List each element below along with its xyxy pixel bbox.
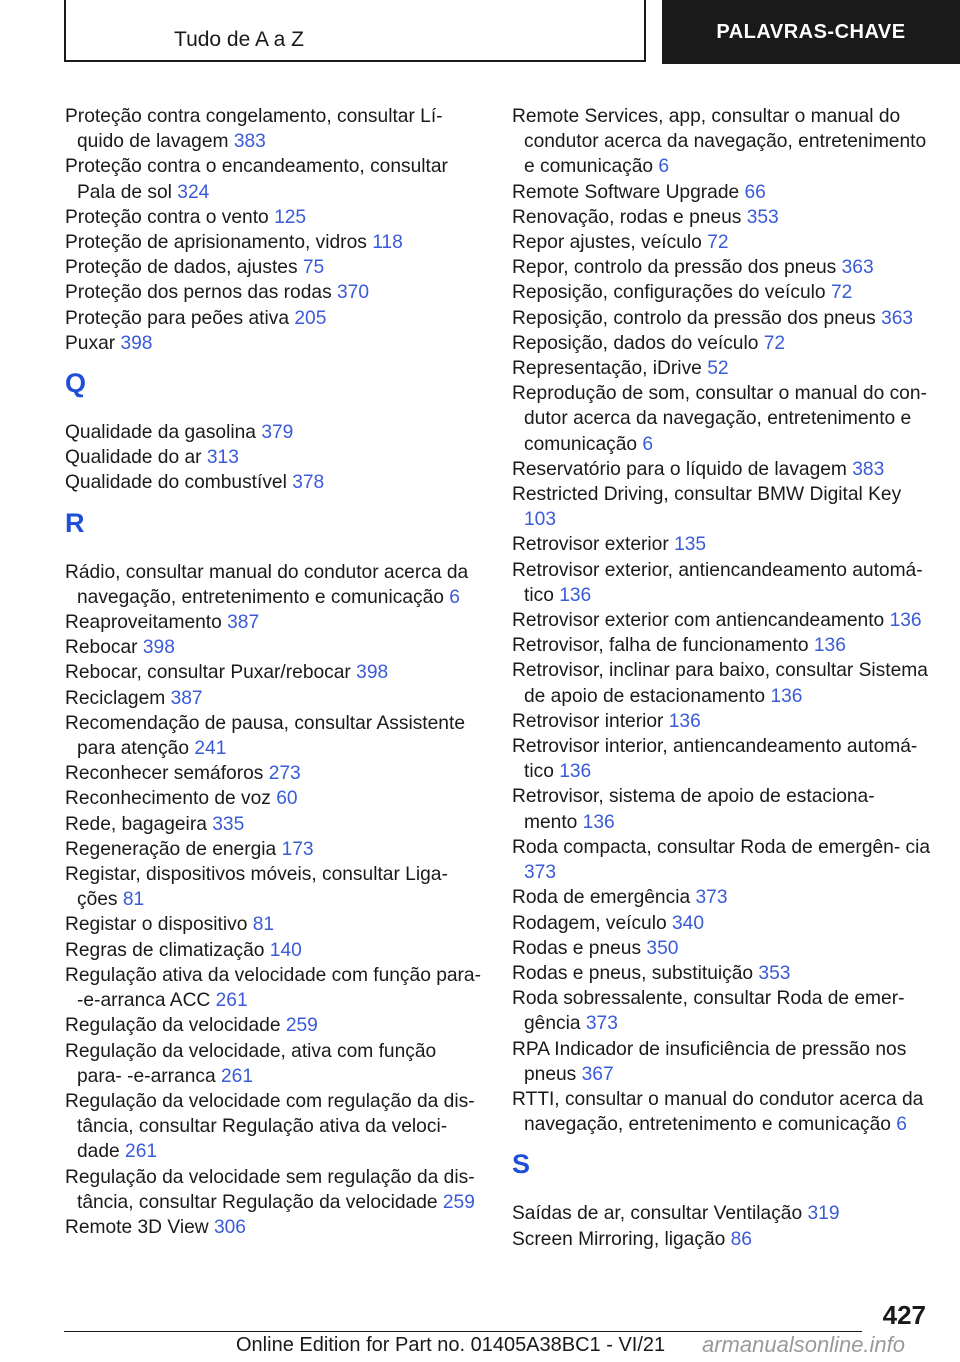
index-page-link[interactable]: 173 xyxy=(281,838,314,860)
index-page-link[interactable]: 319 xyxy=(807,1203,840,1225)
index-entry xyxy=(512,482,932,532)
index-letter-heading: S xyxy=(512,1149,531,1180)
index-entry xyxy=(65,761,485,786)
index-entry-text: Roda sobressalente, consultar Roda de emer- gência xyxy=(512,988,905,1035)
index-entry xyxy=(65,230,485,255)
index-page-link[interactable]: 81 xyxy=(252,914,275,936)
index-entry-text: Rodas e pneus xyxy=(512,937,642,959)
index-entry-text: Retrovisor interior xyxy=(512,710,664,732)
index-entry xyxy=(65,1215,485,1240)
index-column-right xyxy=(512,104,932,1252)
header-section-title: Tudo de A a Z xyxy=(174,28,304,51)
index-entry-text: Proteção de dados, ajustes xyxy=(65,257,298,279)
index-page-link[interactable]: 75 xyxy=(302,257,325,279)
index-entry xyxy=(65,812,485,837)
index-page-link[interactable]: 383 xyxy=(852,458,885,480)
index-page-link[interactable]: 60 xyxy=(276,788,298,810)
index-entry-text: Qualidade do combustível xyxy=(65,472,287,494)
index-entry xyxy=(512,1227,932,1252)
index-entry xyxy=(65,912,485,937)
index-entry xyxy=(512,885,932,910)
index-page-link[interactable]: 259 xyxy=(442,1191,475,1213)
header-section-box xyxy=(64,0,646,62)
index-entry-text: Proteção para peões ativa xyxy=(65,307,290,329)
index-entry-text: Saídas de ar, consultar Ventilação xyxy=(512,1203,803,1225)
index-entry-text: Repor ajustes, veículo xyxy=(512,232,702,254)
index-entry-text: Reconhecimento de voz xyxy=(65,788,271,810)
index-entry xyxy=(65,470,485,495)
index-entry xyxy=(512,306,932,331)
index-page-link[interactable]: 140 xyxy=(269,939,302,961)
index-page-link[interactable]: 350 xyxy=(646,937,679,959)
index-page-link[interactable]: 363 xyxy=(841,257,874,279)
index-page-link[interactable]: 52 xyxy=(707,358,729,380)
index-entry-text: Renovação, rodas e pneus xyxy=(512,206,742,228)
index-entry-text: Retrovisor exterior xyxy=(512,534,669,556)
index-entry-text: Remote Software Upgrade xyxy=(512,181,740,203)
index-entry xyxy=(512,457,932,482)
index-entry-text: Proteção contra o vento xyxy=(65,206,269,228)
index-page-link[interactable]: 81 xyxy=(122,889,145,911)
index-entry xyxy=(512,986,932,1036)
index-entry xyxy=(512,356,932,381)
index-entry xyxy=(65,837,485,862)
index-entry xyxy=(512,381,932,457)
index-entry xyxy=(512,608,932,633)
index-entry-text: Regulação da velocidade, ativa com função para- -e-arranca xyxy=(65,1040,437,1087)
index-page-link[interactable]: 306 xyxy=(213,1216,246,1238)
index-entry-text: Rebocar, consultar Puxar/rebocar xyxy=(65,662,351,684)
index-page-link[interactable]: 136 xyxy=(813,635,846,657)
index-page-link[interactable]: 136 xyxy=(582,811,615,833)
index-entry-text: Reposição, configurações do veículo xyxy=(512,282,826,304)
index-entry-text: Regulação da velocidade sem regulação da dis- tância, consultar Regulação da velocidade xyxy=(65,1166,475,1213)
index-letter-heading: R xyxy=(65,507,85,538)
index-entry xyxy=(512,280,932,305)
index-page-link[interactable]: 373 xyxy=(524,862,557,884)
header-chapter-tab: PALAVRAS-CHAVE xyxy=(662,0,960,64)
index-entry xyxy=(512,331,932,356)
index-page-link[interactable]: 398 xyxy=(356,662,389,684)
page-header xyxy=(64,0,960,66)
index-entry xyxy=(512,230,932,255)
index-entry xyxy=(65,445,485,470)
index-entry xyxy=(65,660,485,685)
index-entry xyxy=(512,1037,932,1087)
index-page-link[interactable]: 86 xyxy=(730,1228,752,1250)
index-entry-text: Rebocar xyxy=(65,637,138,659)
index-entry xyxy=(65,862,485,912)
index-entry xyxy=(65,1165,485,1215)
index-entry xyxy=(512,961,932,986)
index-entry-text: Registar, dispositivos móveis, consultar Liga- ções xyxy=(65,864,448,911)
index-page-link[interactable]: 66 xyxy=(744,181,766,203)
index-entry xyxy=(65,686,485,711)
index-entry xyxy=(65,711,485,761)
index-entry xyxy=(65,1089,485,1165)
index-page-link[interactable]: 261 xyxy=(125,1141,158,1163)
index-entry xyxy=(65,154,485,204)
index-entry-text: Puxar xyxy=(65,332,116,354)
index-entry-text: Rádio, consultar manual do condutor acerca da navegação, entretenimento e comunicação xyxy=(65,561,469,608)
index-entry xyxy=(65,938,485,963)
index-entry xyxy=(512,936,932,961)
index-entry-text: Regulação da velocidade xyxy=(65,1015,281,1037)
index-entry xyxy=(512,1201,932,1226)
index-entry xyxy=(65,205,485,230)
index-entry-text: Rodas e pneus, substituição xyxy=(512,962,754,984)
index-page-link[interactable]: 259 xyxy=(285,1015,318,1037)
index-entry-text: Proteção contra o encandeamento, consultar Pala de sol xyxy=(65,156,448,203)
index-entry xyxy=(512,1087,932,1137)
index-page-link[interactable]: 125 xyxy=(274,206,307,228)
index-entry-text: Reconhecer semáforos xyxy=(65,763,264,785)
index-entry xyxy=(65,963,485,1013)
index-page-link[interactable]: 387 xyxy=(227,612,260,634)
index-entry-text: Reposição, dados do veículo xyxy=(512,332,759,354)
index-entry xyxy=(65,786,485,811)
index-entry-text: RTTI, consultar o manual do condutor acerca da navegação, entretenimento e comunicação xyxy=(512,1088,924,1136)
index-page-link[interactable]: 72 xyxy=(830,282,853,304)
index-page-link[interactable]: 136 xyxy=(770,685,803,707)
index-entry xyxy=(65,420,485,445)
index-page-link[interactable]: 379 xyxy=(261,422,294,444)
index-page-link[interactable]: 136 xyxy=(889,610,922,632)
page-number: 427 xyxy=(882,1300,926,1330)
index-entry xyxy=(65,331,485,356)
index-entry-text: Remote 3D View xyxy=(65,1216,209,1238)
index-entry-text: Regulação da velocidade com regulação da dis- tância, consultar Regulação ativa da veloci- dade xyxy=(65,1090,475,1163)
index-entry-text: Retrovisor exterior com antiencandeamento xyxy=(512,610,885,632)
index-page-link[interactable]: 6 xyxy=(658,156,670,178)
index-page-link[interactable]: 6 xyxy=(896,1114,907,1136)
index-entry xyxy=(65,280,485,305)
index-page-link[interactable]: 118 xyxy=(372,232,403,254)
index-page-link[interactable]: 370 xyxy=(337,282,370,304)
index-entry-text: Regras de climatização xyxy=(65,939,265,961)
index-entry xyxy=(65,104,485,154)
index-page-link[interactable]: 324 xyxy=(177,181,210,203)
index-page-link[interactable]: 241 xyxy=(194,738,227,760)
index-entry-text: Retrovisor exterior, antiencandeamento automá- tico xyxy=(512,559,923,606)
index-page-link[interactable]: 261 xyxy=(215,990,248,1012)
index-entry-text: Retrovisor interior, antiencandeamento automá- tico xyxy=(512,736,918,783)
index-page-link[interactable]: 135 xyxy=(674,534,707,556)
index-page-link[interactable]: 136 xyxy=(668,710,701,732)
index-entry-text: Recomendação de pausa, consultar Assistente para atenção xyxy=(65,712,465,760)
index-page-link[interactable]: 72 xyxy=(707,232,729,254)
index-entry xyxy=(512,784,932,834)
index-column-left xyxy=(65,104,485,1240)
index-page-link[interactable]: 136 xyxy=(559,761,592,783)
index-entry xyxy=(512,255,932,280)
index-entry xyxy=(512,911,932,936)
index-entry-text: Rede, bagageira xyxy=(65,813,207,835)
index-page-link[interactable]: 387 xyxy=(170,687,203,709)
index-entry xyxy=(512,835,932,885)
index-page-link[interactable]: 378 xyxy=(292,472,325,494)
index-page-link[interactable]: 273 xyxy=(268,763,301,785)
index-entry-text: Proteção contra congelamento, consultar Lí- quido de lavagem xyxy=(65,106,443,153)
index-letter-heading: Q xyxy=(65,368,87,399)
index-entry xyxy=(512,734,932,784)
index-page-link[interactable]: 6 xyxy=(642,433,654,455)
index-page-link[interactable]: 103 xyxy=(524,509,557,531)
index-page-link[interactable]: 136 xyxy=(559,584,592,606)
index-entry xyxy=(65,1039,485,1089)
index-page-link[interactable]: 398 xyxy=(142,637,175,659)
index-entry xyxy=(65,306,485,331)
index-page-link[interactable]: 205 xyxy=(294,307,327,329)
index-entry-text: Proteção dos pernos das rodas xyxy=(65,282,332,304)
index-page-link[interactable]: 383 xyxy=(233,131,266,153)
index-entry xyxy=(512,532,932,557)
index-entry xyxy=(65,560,485,610)
index-entry-text: Reservatório para o líquido de lavagem xyxy=(512,458,847,480)
index-page-link[interactable]: 367 xyxy=(581,1063,614,1085)
index-entry xyxy=(512,180,932,205)
index-entry xyxy=(512,205,932,230)
index-entry-text: Retrovisor, falha de funcionamento xyxy=(512,635,809,657)
index-entry-text: Qualidade da gasolina xyxy=(65,422,256,444)
index-entry-text: Repor, controlo da pressão dos pneus xyxy=(512,257,837,279)
index-entry-text: Restricted Driving, consultar BMW Digital Key xyxy=(512,484,902,506)
index-page-link[interactable]: 398 xyxy=(120,332,153,354)
index-entry-text: Reprodução de som, consultar o manual do con- dutor acerca da navegação, entretenimento e comunicação xyxy=(512,383,927,455)
index-entry-text: Roda compacta, consultar Roda de emergên- cia xyxy=(512,836,931,858)
footer-edition: Online Edition for Part no. 01405A38BC1 - VI/21 xyxy=(236,1334,666,1356)
index-page-link[interactable]: 373 xyxy=(695,887,728,909)
index-entry-text: Retrovisor, inclinar para baixo, consultar Sistema de apoio de estacionamento xyxy=(512,660,928,707)
index-page-link[interactable]: 353 xyxy=(746,206,779,228)
index-entry-text: Rodagem, veículo xyxy=(512,912,667,934)
index-entry xyxy=(65,610,485,635)
index-entry-text: Reaproveitamento xyxy=(65,612,222,634)
index-entry-text: Remote Services, app, consultar o manual do condutor acerca da navegação, entretenimento e comunicação xyxy=(512,106,927,178)
index-page-link[interactable]: 340 xyxy=(672,912,705,934)
index-entry xyxy=(65,255,485,280)
index-entry-text: Roda de emergência xyxy=(512,887,691,909)
index-entry-text: Regeneração de energia xyxy=(65,838,277,860)
index-entry-text: Screen Mirroring, ligação xyxy=(512,1228,726,1250)
index-entry-text: Registar o dispositivo xyxy=(65,914,248,936)
index-entry-text: Retrovisor, sistema de apoio de estaciona- mento xyxy=(512,786,875,833)
index-entry xyxy=(512,658,932,708)
index-entry xyxy=(512,633,932,658)
index-page-link[interactable]: 373 xyxy=(585,1013,618,1035)
index-page-link[interactable]: 72 xyxy=(763,332,786,354)
index-entry-text: RPA Indicador de insuficiência de pressão nos pneus xyxy=(512,1038,907,1085)
index-page-link[interactable]: 335 xyxy=(212,813,245,835)
index-entry xyxy=(65,635,485,660)
watermark: armanualsonline.info xyxy=(702,1332,906,1357)
index-page-link[interactable]: 353 xyxy=(758,962,791,984)
index-page-link[interactable]: 261 xyxy=(220,1065,253,1087)
index-entry-text: Reciclagem xyxy=(65,687,166,709)
index-entry xyxy=(512,558,932,608)
index-page-link[interactable]: 363 xyxy=(881,307,914,329)
index-entry xyxy=(512,709,932,734)
index-entry-text: Reposição, controlo da pressão dos pneus xyxy=(512,307,876,329)
index-entry-text: Representação, iDrive xyxy=(512,358,702,380)
index-entry xyxy=(512,104,932,180)
index-page-link[interactable]: 313 xyxy=(206,447,239,469)
index-entry xyxy=(65,1013,485,1038)
index-entry-text: Qualidade do ar xyxy=(65,447,202,469)
index-entry-text: Regulação ativa da velocidade com função para- -e-arranca ACC xyxy=(65,964,481,1012)
index-page-link[interactable]: 6 xyxy=(449,586,460,608)
index-entry-text: Proteção de aprisionamento, vidros xyxy=(65,232,367,254)
